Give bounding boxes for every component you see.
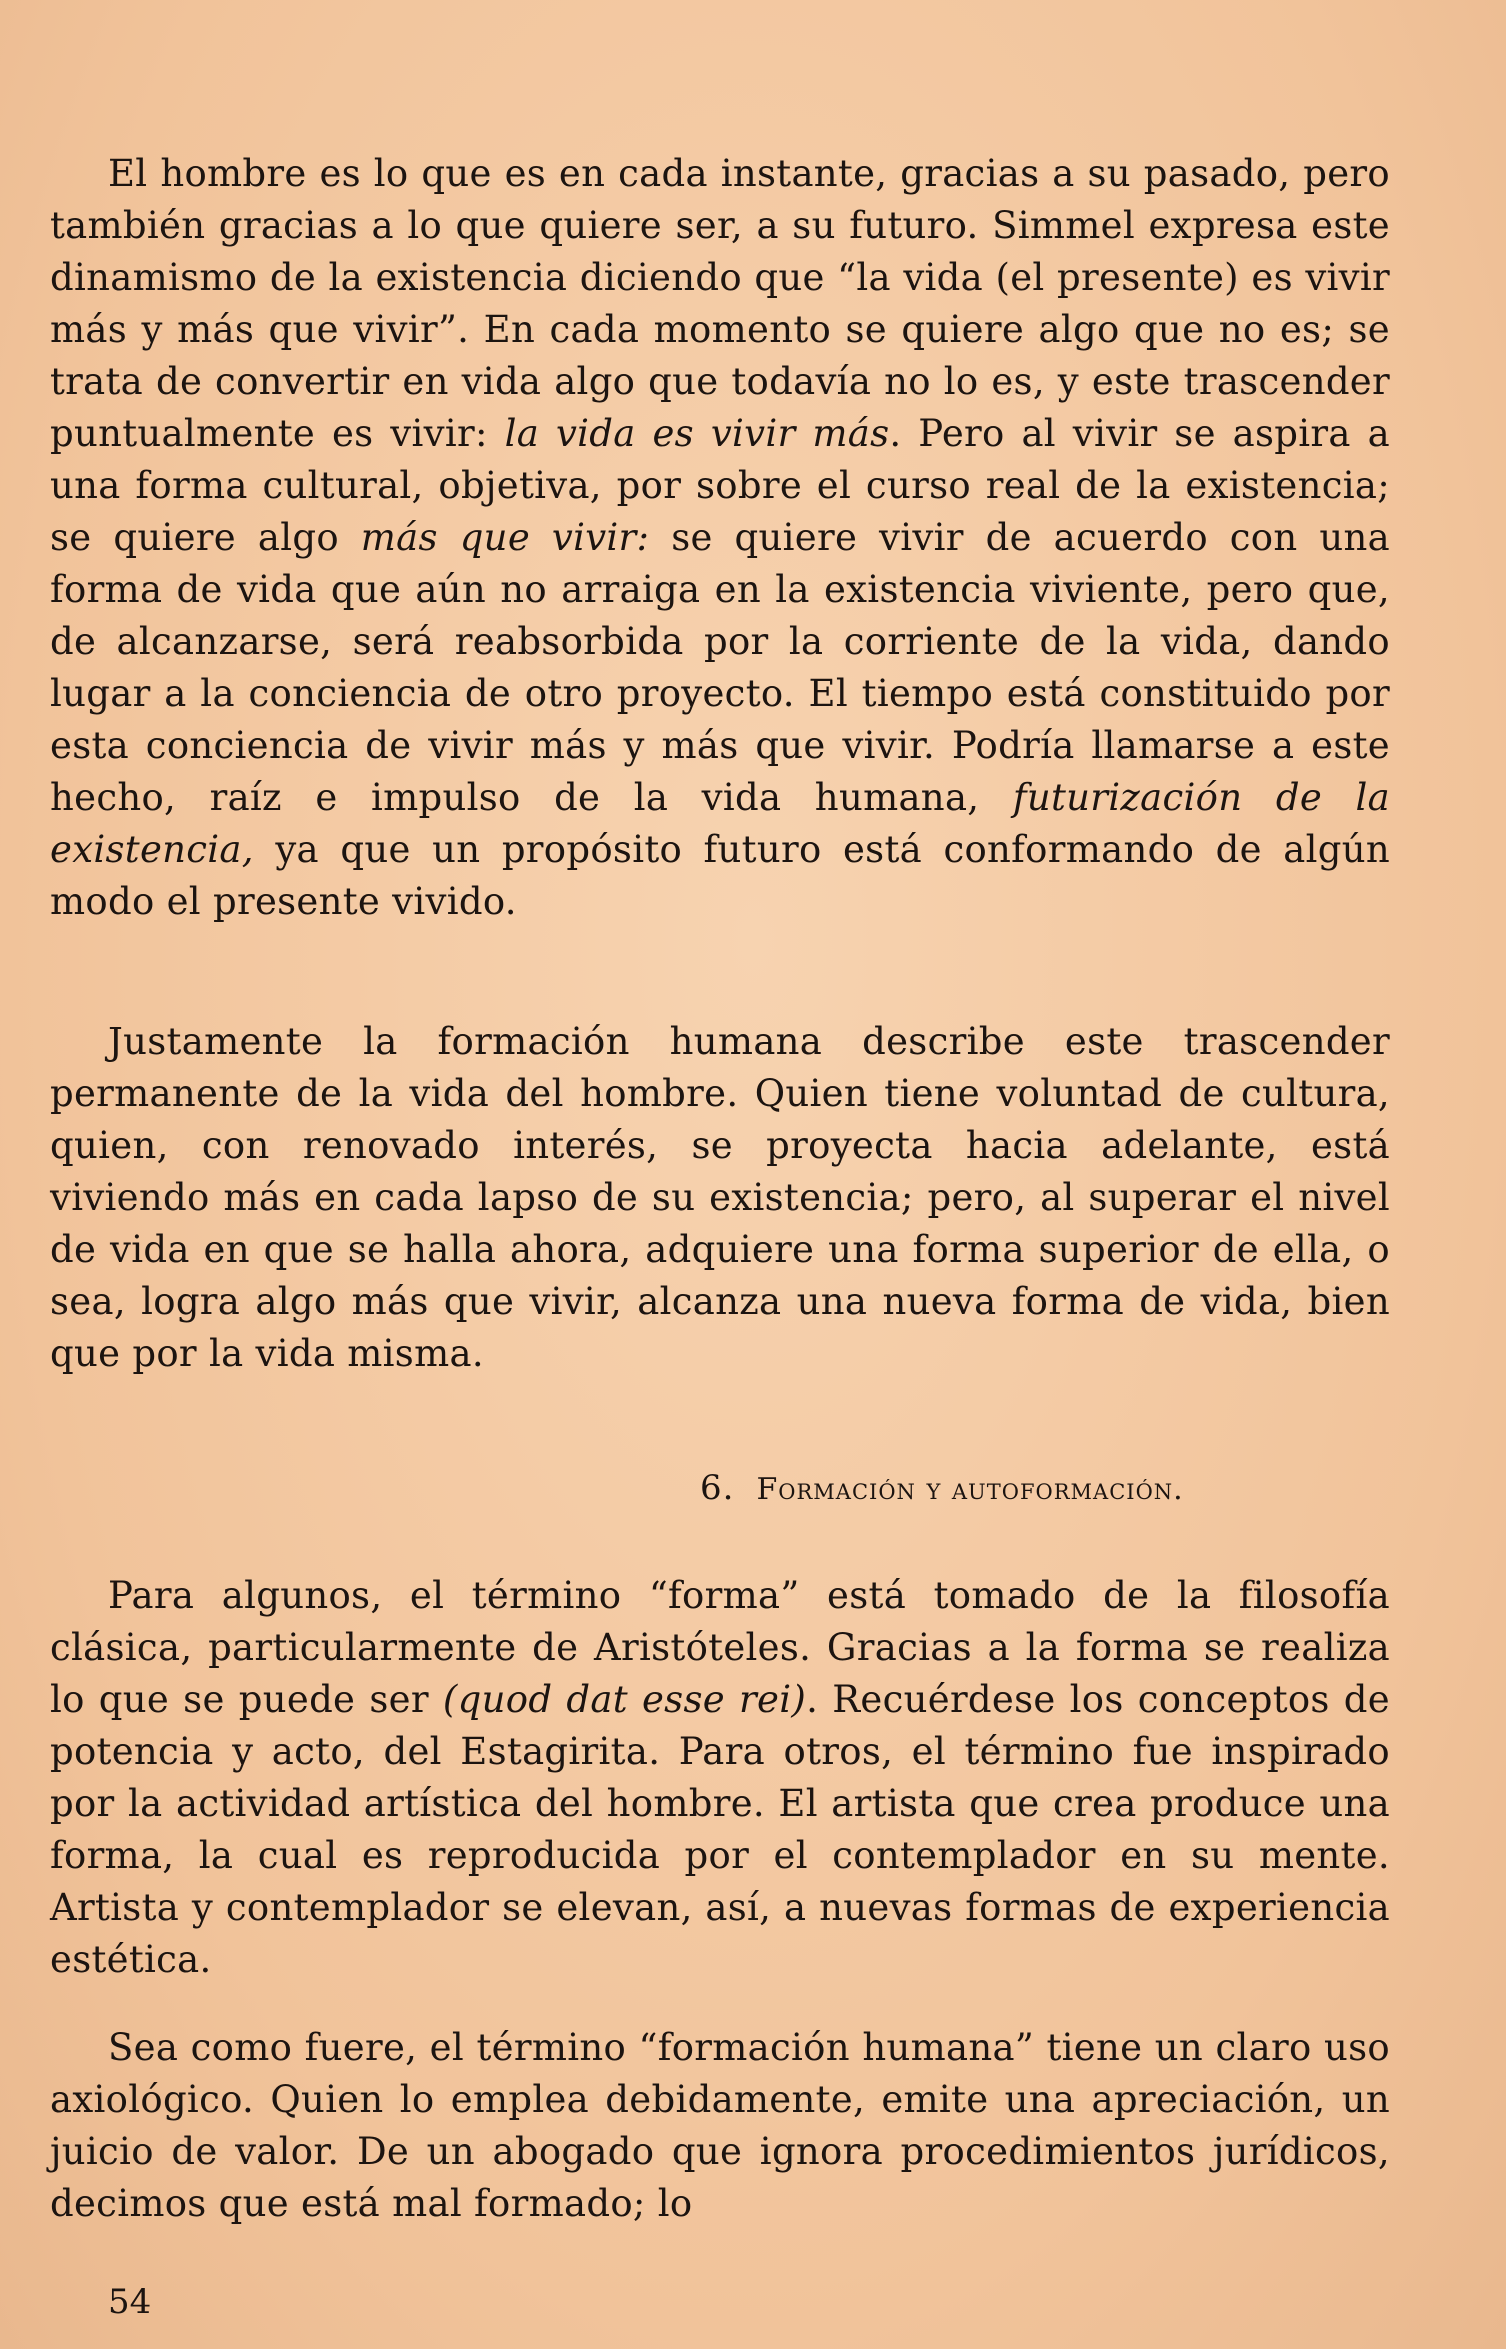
paragraph-text (50, 148, 1390, 928)
text-run: . Pero al vivir se aspira a una forma cultural, objetiva, por sobre el curso real de la existencia; se quiere algo (50, 412, 1390, 559)
section-heading (700, 1468, 1184, 1508)
text-run: El hombre es lo que es en cada instante, gracias a su pasado, pero también gracias a lo que quiere ser, a su futuro. Simmel expresa este dinamismo de la existencia diciendo que “la vida (el presente) es vivir más y más que vivir”. En cada momento se quiere algo que no es; se trata de convertir en vida algo que todavía no lo es, y este trascender puntualmente es vivir: (50, 152, 1390, 455)
paragraph-text (50, 1570, 1390, 1986)
italic-phrase: (quod dat esse rei) (442, 1678, 807, 1721)
italic-phrase: la vida es vivir más (504, 412, 890, 455)
paragraph-text: Justamente la formación humana describe este trascender permanente de la vida del hombre. Quien tiene voluntad de cultura, quien, con renovado interés, se proyecta hacia adelante, está viviendo más en cada lapso de su existencia; pero, al superar el nivel de vida en que se halla ahora, adquiere una forma superior de ella, o sea, logra algo más que vivir, alcanza una nueva forma de vida, bien que por la vida misma. (50, 1020, 1390, 1375)
paragraph-uso-axiologico (50, 2022, 1390, 2230)
text-run: Para algunos, el término “forma” está tomado de la filosofía clásica, particularmente de Aristóteles. Gracias a la forma se realiza lo que se puede ser (50, 1574, 1390, 1721)
text-run: se quiere vivir de acuerdo con una forma de vida que aún no arraiga en la existencia viviente, pero que, de alcanzarse, será reabsorbida por la corriente de la vida, dando lugar a la conciencia de otro proyecto. El tiempo está constituido por esta conciencia de vivir más y más que vivir. Podría llamarse a este hecho, raíz e impulso de la vida humana, (50, 516, 1390, 819)
page-number: 54 (108, 2282, 152, 2322)
text-run: ya que un propósito futuro está conformando de algún modo el presente vivido. (50, 828, 1390, 923)
paragraph-text: Sea como fuere, el término “formación humana” tiene un claro uso axiológico. Quien lo emplea debidamente, emite una apreciación, un juicio de valor. De un abogado que ignora procedimientos jurídicos, decimos que está mal formado; lo (50, 2026, 1390, 2225)
text-run: . Recuérdese los conceptos de potencia y acto, del Estagirita. Para otros, el término fue inspirado por la actividad artística del hombre. El artista que crea produce una forma, la cual es reproducida por el contemplador en su mente. Artista y contemplador se elevan, así, a nuevas formas de experiencia estética. (50, 1678, 1390, 1981)
paragraph-forma (50, 1570, 1390, 1986)
paragraph-formacion-humana (50, 1016, 1390, 1380)
italic-phrase: más que vivir: (360, 516, 650, 559)
paragraph-futurizacion (50, 148, 1390, 928)
section-title: Formación y autoformación. (756, 1472, 1184, 1507)
italic-phrase: futurización de la existencia, (50, 776, 1390, 871)
section-number: 6. (700, 1468, 735, 1508)
